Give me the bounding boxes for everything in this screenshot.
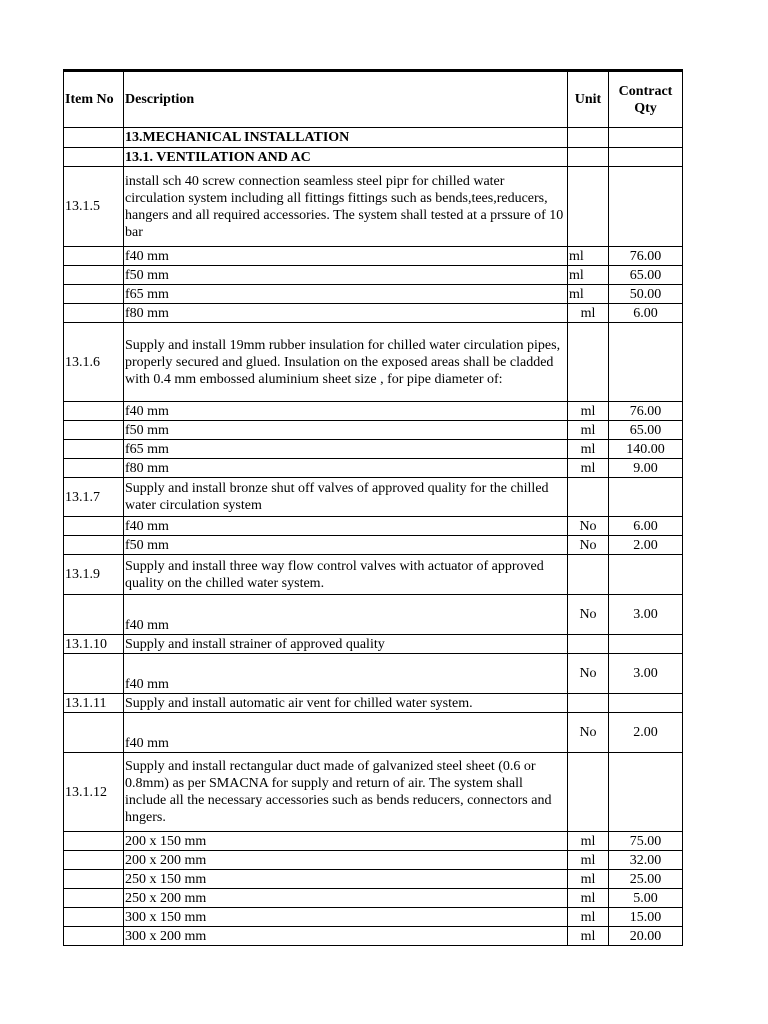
contract-qty-cell	[609, 323, 683, 402]
table-row	[64, 889, 683, 908]
unit-cell: ml	[568, 851, 609, 870]
item-no-cell	[64, 851, 124, 870]
description-cell: 13.1. VENTILATION AND AC	[124, 148, 568, 167]
unit-cell: ml	[568, 402, 609, 421]
unit-cell: No	[568, 654, 609, 694]
description-cell: 200 x 200 mm	[124, 851, 568, 870]
item-no-cell: 13.1.9	[64, 555, 124, 595]
item-no-cell	[64, 832, 124, 851]
unit-cell: No	[568, 517, 609, 536]
description-cell: Supply and install automatic air vent for chilled water system.	[124, 694, 568, 713]
contract-qty-cell: 50.00	[609, 285, 683, 304]
unit-cell	[568, 753, 609, 832]
table-body	[64, 128, 683, 946]
contract-qty-cell: 25.00	[609, 870, 683, 889]
item-no-cell	[64, 304, 124, 323]
unit-cell: ml	[568, 266, 609, 285]
table-row	[64, 851, 683, 870]
contract-qty-cell: 15.00	[609, 908, 683, 927]
description-cell: Supply and install three way flow control valves with actuator of approved quality on the chilled water system.	[124, 555, 568, 595]
table-row	[64, 832, 683, 851]
item-no-cell	[64, 595, 124, 635]
item-no-cell	[64, 247, 124, 266]
description-cell: 200 x 150 mm	[124, 832, 568, 851]
header-item-no: Item No	[64, 71, 124, 128]
description-cell: f65 mm	[124, 285, 568, 304]
table-row	[64, 266, 683, 285]
contract-qty-cell	[609, 635, 683, 654]
table-row	[64, 713, 683, 753]
unit-cell	[568, 635, 609, 654]
item-no-cell	[64, 517, 124, 536]
item-no-cell: 13.1.11	[64, 694, 124, 713]
contract-qty-cell: 3.00	[609, 595, 683, 635]
table-row	[64, 128, 683, 148]
item-no-cell	[64, 927, 124, 946]
unit-cell: ml	[568, 440, 609, 459]
description-cell: 13.MECHANICAL INSTALLATION	[124, 128, 568, 148]
item-no-cell	[64, 148, 124, 167]
contract-qty-cell: 5.00	[609, 889, 683, 908]
bill-of-quantities-table	[63, 69, 683, 946]
table-row	[64, 440, 683, 459]
item-no-cell	[64, 536, 124, 555]
table-row	[64, 555, 683, 595]
contract-qty-cell: 6.00	[609, 517, 683, 536]
item-no-cell: 13.1.5	[64, 167, 124, 247]
contract-qty-cell: 3.00	[609, 654, 683, 694]
item-no-cell	[64, 402, 124, 421]
table-row	[64, 870, 683, 889]
table-row	[64, 285, 683, 304]
table-row	[64, 148, 683, 167]
contract-qty-cell: 6.00	[609, 304, 683, 323]
unit-cell: ml	[568, 908, 609, 927]
contract-qty-cell	[609, 753, 683, 832]
description-cell: f40 mm	[124, 713, 568, 753]
contract-qty-cell: 140.00	[609, 440, 683, 459]
header-contract-qty: Contract Qty	[609, 71, 683, 128]
table-row	[64, 654, 683, 694]
description-cell: 300 x 150 mm	[124, 908, 568, 927]
item-no-cell	[64, 285, 124, 304]
table-row	[64, 536, 683, 555]
description-cell: 250 x 150 mm	[124, 870, 568, 889]
table-row	[64, 478, 683, 517]
contract-qty-cell	[609, 694, 683, 713]
unit-cell	[568, 478, 609, 517]
table-row	[64, 421, 683, 440]
unit-cell: No	[568, 595, 609, 635]
unit-cell	[568, 555, 609, 595]
unit-cell	[568, 148, 609, 167]
contract-qty-cell	[609, 478, 683, 517]
table-row	[64, 635, 683, 654]
contract-qty-cell: 76.00	[609, 247, 683, 266]
unit-cell: ml	[568, 870, 609, 889]
item-no-cell	[64, 266, 124, 285]
contract-qty-cell: 75.00	[609, 832, 683, 851]
header-row	[64, 71, 683, 128]
contract-qty-cell	[609, 167, 683, 247]
description-cell: Supply and install 19mm rubber insulation for chilled water circulation pipes, properly secured and glued. Insulation on the exposed areas shall be cladded with 0.4 mm embossed aluminium sheet size , for pipe diameter of:	[124, 323, 568, 402]
description-cell: 250 x 200 mm	[124, 889, 568, 908]
description-cell: f40 mm	[124, 247, 568, 266]
table-row	[64, 402, 683, 421]
description-cell: f40 mm	[124, 402, 568, 421]
table-row	[64, 595, 683, 635]
item-no-cell: 13.1.12	[64, 753, 124, 832]
contract-qty-cell: 2.00	[609, 713, 683, 753]
unit-cell: ml	[568, 304, 609, 323]
unit-cell: ml	[568, 459, 609, 478]
table-row	[64, 908, 683, 927]
contract-qty-cell: 65.00	[609, 421, 683, 440]
unit-cell: ml	[568, 927, 609, 946]
contract-qty-cell: 2.00	[609, 536, 683, 555]
item-no-cell	[64, 421, 124, 440]
description-cell: f50 mm	[124, 536, 568, 555]
description-cell: f80 mm	[124, 304, 568, 323]
contract-qty-cell: 65.00	[609, 266, 683, 285]
table-row	[64, 247, 683, 266]
description-cell: install sch 40 screw connection seamless steel pipr for chilled water circulation system including all fittings fittings such as bends,tees,reducers, hangers and all required accessories. The system shall tested at a prssure of 10 bar	[124, 167, 568, 247]
contract-qty-cell: 76.00	[609, 402, 683, 421]
description-cell: f40 mm	[124, 517, 568, 536]
contract-qty-cell	[609, 148, 683, 167]
item-no-cell	[64, 440, 124, 459]
contract-qty-cell: 32.00	[609, 851, 683, 870]
contract-qty-cell	[609, 128, 683, 148]
unit-cell: ml	[568, 889, 609, 908]
table-row	[64, 694, 683, 713]
table-row	[64, 167, 683, 247]
table-row	[64, 323, 683, 402]
contract-qty-cell: 20.00	[609, 927, 683, 946]
description-cell: f80 mm	[124, 459, 568, 478]
item-no-cell	[64, 908, 124, 927]
unit-cell: ml	[568, 285, 609, 304]
item-no-cell	[64, 889, 124, 908]
description-cell: f50 mm	[124, 421, 568, 440]
item-no-cell: 13.1.10	[64, 635, 124, 654]
table-row	[64, 753, 683, 832]
unit-cell: No	[568, 713, 609, 753]
description-cell: Supply and install rectangular duct made of galvanized steel sheet (0.6 or 0.8mm) as per SMACNA for supply and return of air. The system shall include all the necessary accessories such as bends reducers, connectors and hngers.	[124, 753, 568, 832]
item-no-cell: 13.1.6	[64, 323, 124, 402]
item-no-cell	[64, 128, 124, 148]
description-cell: f65 mm	[124, 440, 568, 459]
contract-qty-cell: 9.00	[609, 459, 683, 478]
header-unit: Unit	[568, 71, 609, 128]
header-description: Description	[124, 71, 568, 128]
item-no-cell: 13.1.7	[64, 478, 124, 517]
contract-qty-cell	[609, 555, 683, 595]
description-cell: f40 mm	[124, 654, 568, 694]
description-cell: f40 mm	[124, 595, 568, 635]
description-cell: Supply and install bronze shut off valves of approved quality for the chilled water circulation system	[124, 478, 568, 517]
description-cell: 300 x 200 mm	[124, 927, 568, 946]
item-no-cell	[64, 654, 124, 694]
table-row	[64, 304, 683, 323]
table-row	[64, 927, 683, 946]
item-no-cell	[64, 713, 124, 753]
unit-cell	[568, 167, 609, 247]
description-cell: f50 mm	[124, 266, 568, 285]
description-cell: Supply and install strainer of approved quality	[124, 635, 568, 654]
unit-cell: No	[568, 536, 609, 555]
unit-cell: ml	[568, 421, 609, 440]
item-no-cell	[64, 870, 124, 889]
table-row	[64, 517, 683, 536]
table-row	[64, 459, 683, 478]
unit-cell: ml	[568, 832, 609, 851]
unit-cell	[568, 128, 609, 148]
item-no-cell	[64, 459, 124, 478]
unit-cell	[568, 323, 609, 402]
unit-cell	[568, 694, 609, 713]
unit-cell: ml	[568, 247, 609, 266]
